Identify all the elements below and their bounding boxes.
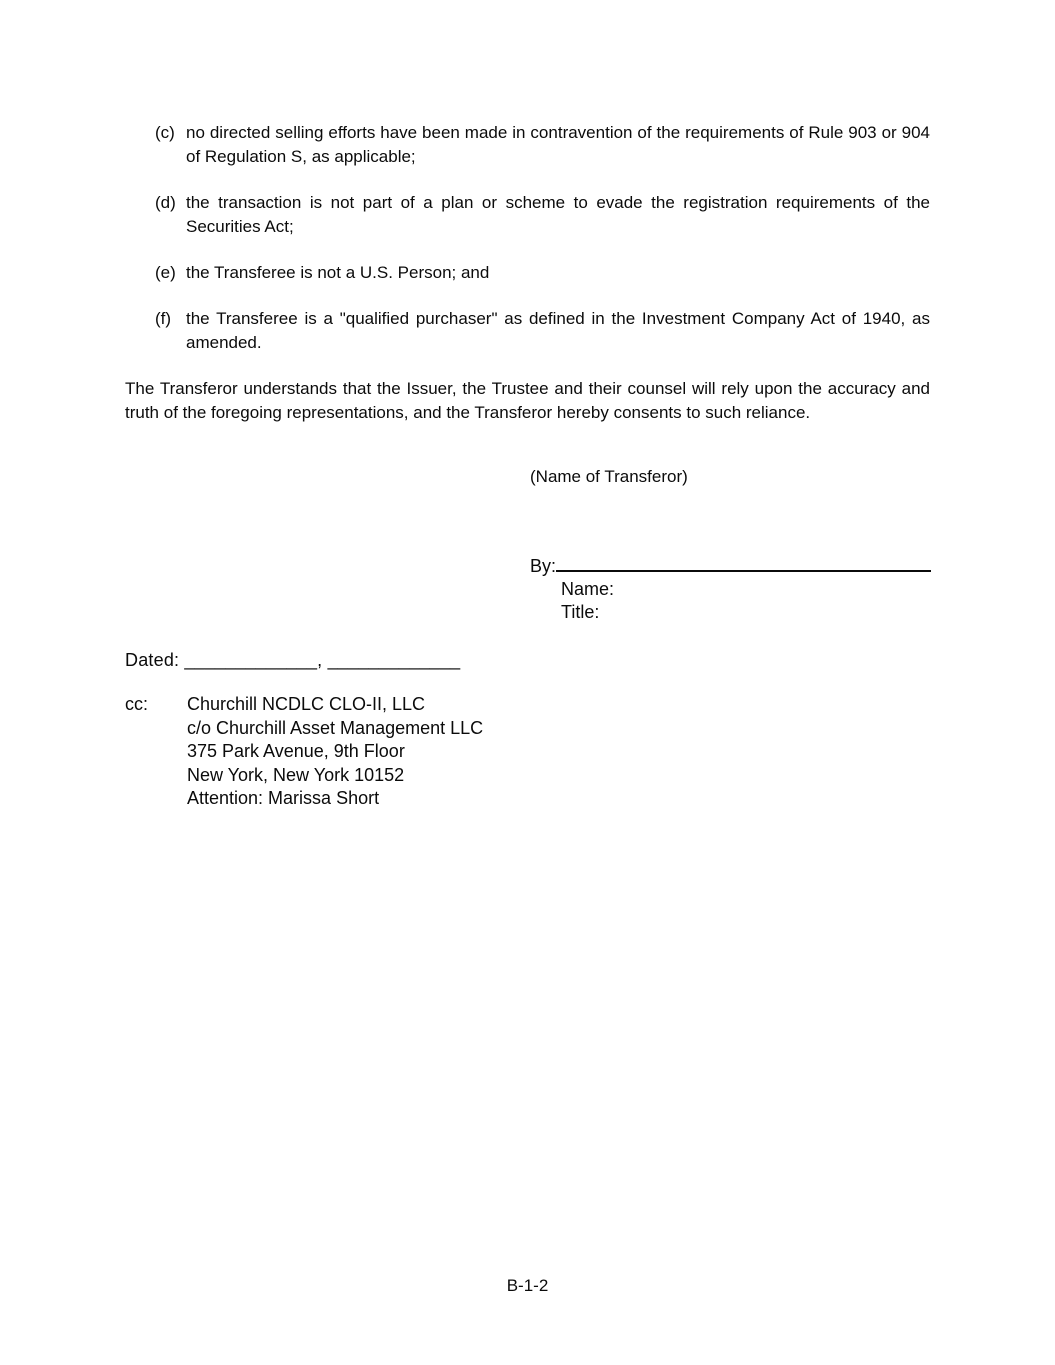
dated-line: Dated: _____________, _____________ — [125, 650, 461, 670]
reliance-paragraph: The Transferor understands that the Issuer, the Trustee and their counsel will rely upon the accuracy and truth of the foregoing representations, and the Transferor hereby consents to such reliance. — [125, 379, 930, 422]
by-row — [530, 552, 931, 578]
clause-f-text: the Transferee is a "qualified purchaser" as defined in the Investment Company Act of 1940, as amended. — [186, 309, 930, 352]
cc-address-line: Churchill NCDLC CLO-II, LLC — [187, 694, 426, 714]
cc-address-line: c/o Churchill Asset Management LLC — [187, 717, 484, 738]
by-signature-line — [556, 552, 931, 572]
page-number: B-1-2 — [506, 1276, 549, 1295]
clause-d — [155, 191, 930, 239]
clause-f-label: (f) — [155, 309, 172, 328]
clause-c — [155, 121, 930, 169]
clause-d-label: (d) — [155, 193, 176, 212]
clause-d-text: the transaction is not part of a plan or scheme to evade the registration requirements of the Securities Act; — [186, 193, 930, 236]
name-row: Name: — [561, 579, 615, 599]
clause-f — [155, 307, 930, 355]
by-label: By: — [530, 556, 557, 576]
title-row: Title: — [561, 602, 600, 622]
clause-e-label: (e) — [155, 263, 176, 282]
cc-address-line: 375 Park Avenue, 9th Floor — [187, 741, 405, 761]
signature-block — [530, 465, 931, 624]
cc-block — [125, 693, 930, 811]
clause-e-text: the Transferee is not a U.S. Person; and — [186, 263, 490, 282]
clause-c-label: (c) — [155, 123, 175, 142]
cc-address-line: Attention: Marissa Short — [187, 788, 380, 808]
clause-e — [155, 261, 930, 285]
cc-address — [187, 693, 483, 811]
cc-address-line: New York, New York 10152 — [187, 764, 405, 785]
transferor-caption: (Name of Transferor) — [530, 467, 688, 486]
clause-c-text: no directed selling efforts have been made in contravention of the requirements of Rule 903 or 904 of Regulation S, as applicable; — [186, 123, 930, 166]
cc-label: cc: — [125, 694, 149, 714]
